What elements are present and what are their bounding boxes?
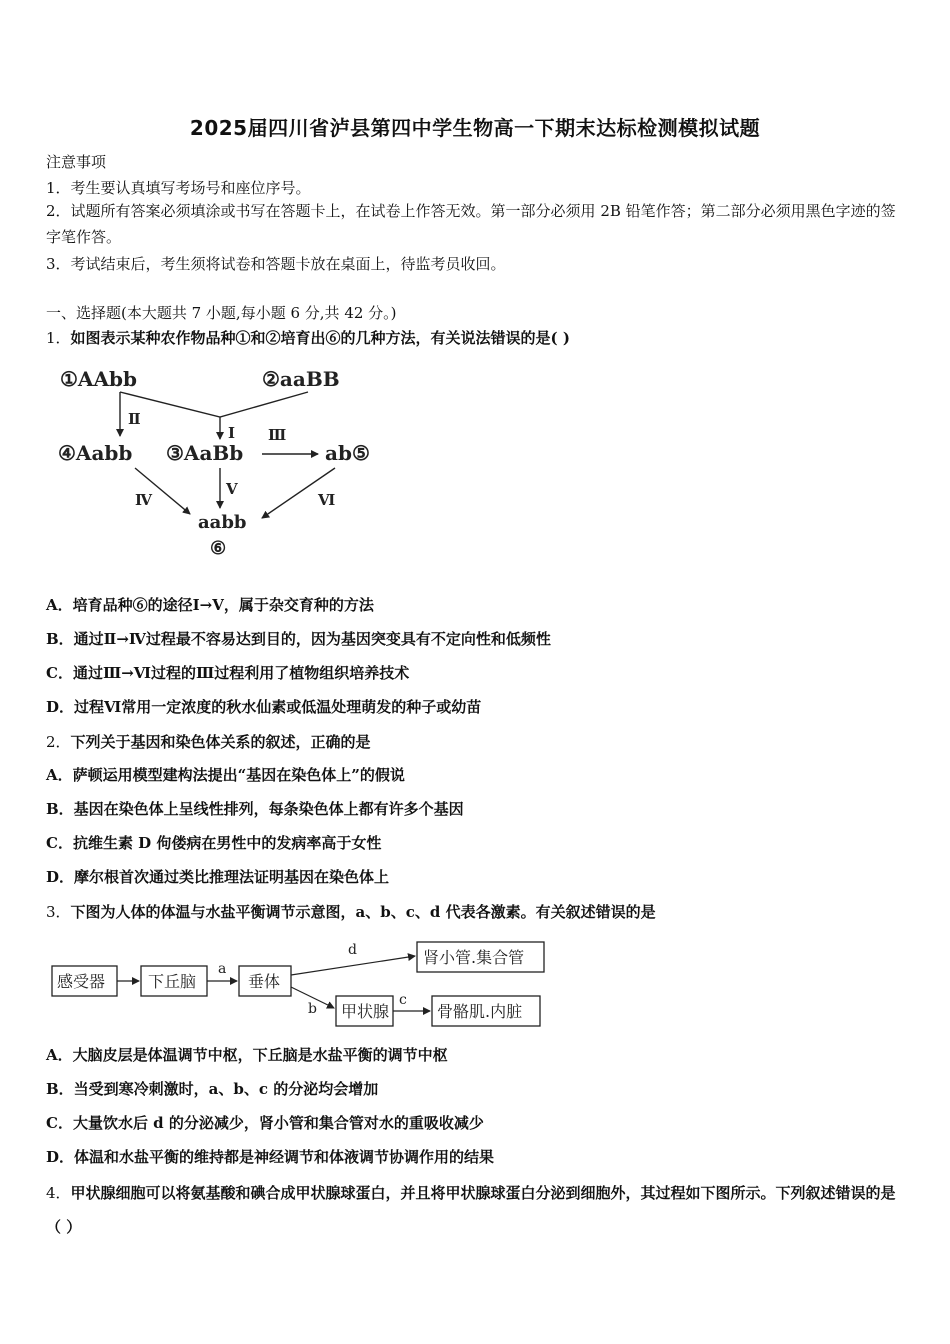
node-3: ③AaBb	[166, 441, 244, 465]
text-muscle: 骨骼肌.内脏	[437, 1002, 523, 1021]
question-3-number: 3．	[46, 903, 71, 921]
question-2	[46, 731, 371, 752]
question-4-number: 4．	[46, 1184, 71, 1202]
question-4	[46, 1176, 908, 1244]
question-1	[46, 327, 570, 348]
label-c: c	[399, 992, 407, 1008]
text-hypothalamus: 下丘脑	[148, 972, 197, 991]
node-6-label: ⑥	[210, 538, 227, 559]
label-iv: Ⅳ	[135, 491, 153, 509]
question-4-stem: 甲状腺细胞可以将氨基酸和碘合成甲状腺球蛋白，并且将甲状腺球蛋白分泌到细胞外，其过程如下图所示。下列叙述错误的是（ ）	[46, 1184, 896, 1236]
question-1-stem: 如图表示某种农作物品种①和②培育出⑥的几种方法，有关说法错误的是( )	[70, 329, 570, 347]
q2-option-c: C．抗维生素 D 佝偻病在男性中的发病率高于女性	[46, 834, 382, 852]
notice-item-3: 3．考试结束后，考生须将试卷和答题卡放在桌面上，待监考员收回。	[46, 255, 506, 273]
text-thyroid: 甲状腺	[341, 1002, 390, 1021]
notice-item-1: 1．考生要认真填写考场号和座位序号。	[46, 179, 311, 197]
node-2: ②aaBB	[262, 367, 340, 391]
q1-option-a: A．培育品种⑥的途径Ⅰ→Ⅴ，属于杂交育种的方法	[46, 596, 374, 614]
q3-option-d: D．体温和水盐平衡的维持都是神经调节和体液调节协调作用的结果	[46, 1148, 495, 1166]
q2-option-a: A．萨顿运用模型建构法提出“基因在染色体上”的假说	[46, 766, 405, 784]
cross-line	[120, 392, 308, 417]
node-4: ④Aabb	[58, 441, 133, 465]
q2-option-b: B．基因在染色体上呈线性排列，每条染色体上都有许多个基因	[46, 800, 464, 818]
q1-option-b: B．通过Ⅱ→Ⅳ过程最不容易达到目的，因为基因突变具有不定向性和低频性	[46, 630, 551, 648]
text-kidney: 肾小管.集合管	[423, 948, 525, 967]
question-3	[46, 901, 656, 922]
label-d: d	[348, 942, 357, 958]
notice-item-2: 2．试题所有答案必须填涂或书写在答题卡上，在试卷上作答无效。第一部分必须用 2B 铅笔作答；第二部分必须用黑色字迹的签字笔作答。	[46, 202, 896, 246]
node-5: ab⑤	[325, 441, 370, 465]
q3-option-c: C．大量饮水后 d 的分泌减少，肾小管和集合管对水的重吸收减少	[46, 1114, 484, 1132]
node-1: ①AAbb	[60, 367, 137, 391]
q2-option-d: D．摩尔根首次通过类比推理法证明基因在染色体上	[46, 868, 390, 886]
question-3-stem: 下图为人体的体温与水盐平衡调节示意图，a、b、c、d 代表各激素。有关叙述错误的是	[70, 903, 656, 921]
q1-option-d: D．过程Ⅵ常用一定浓度的秋水仙素或低温处理萌发的种子或幼苗	[46, 698, 482, 716]
label-iii: Ⅲ	[268, 426, 287, 444]
q3-option-b: B．当受到寒冷刺激时，a、b、c 的分泌均会增加	[46, 1080, 379, 1098]
q1-option-c: C．通过Ⅲ→Ⅵ过程的Ⅲ过程利用了植物组织培养技术	[46, 664, 410, 682]
node-6-genotype: aabb	[198, 512, 247, 533]
page-title: 2025届四川省泸县第四中学生物高一下期末达标检测模拟试题	[189, 116, 761, 140]
arrow-d	[291, 956, 415, 975]
label-vi: Ⅵ	[318, 491, 336, 509]
label-b: b	[308, 1001, 317, 1017]
label-a: a	[218, 961, 227, 977]
question-1-number: 1．	[46, 329, 71, 347]
question-2-stem: 下列关于基因和染色体关系的叙述，正确的是	[70, 733, 371, 751]
breeding-diagram	[50, 362, 370, 562]
regulation-diagram	[50, 935, 550, 1030]
q3-option-a: A．大脑皮层是体温调节中枢，下丘脑是水盐平衡的调节中枢	[46, 1046, 448, 1064]
text-receptor: 感受器	[57, 972, 106, 991]
section-heading: 一、选择题(本大题共 7 小题,每小题 6 分,共 42 分。)	[46, 304, 397, 322]
label-ii: Ⅱ	[128, 410, 141, 428]
question-2-number: 2．	[46, 733, 71, 751]
label-v: Ⅴ	[226, 480, 238, 498]
text-pituitary: 垂体	[248, 972, 281, 991]
label-i: Ⅰ	[228, 424, 236, 442]
notice-heading: 注意事项	[46, 153, 107, 171]
